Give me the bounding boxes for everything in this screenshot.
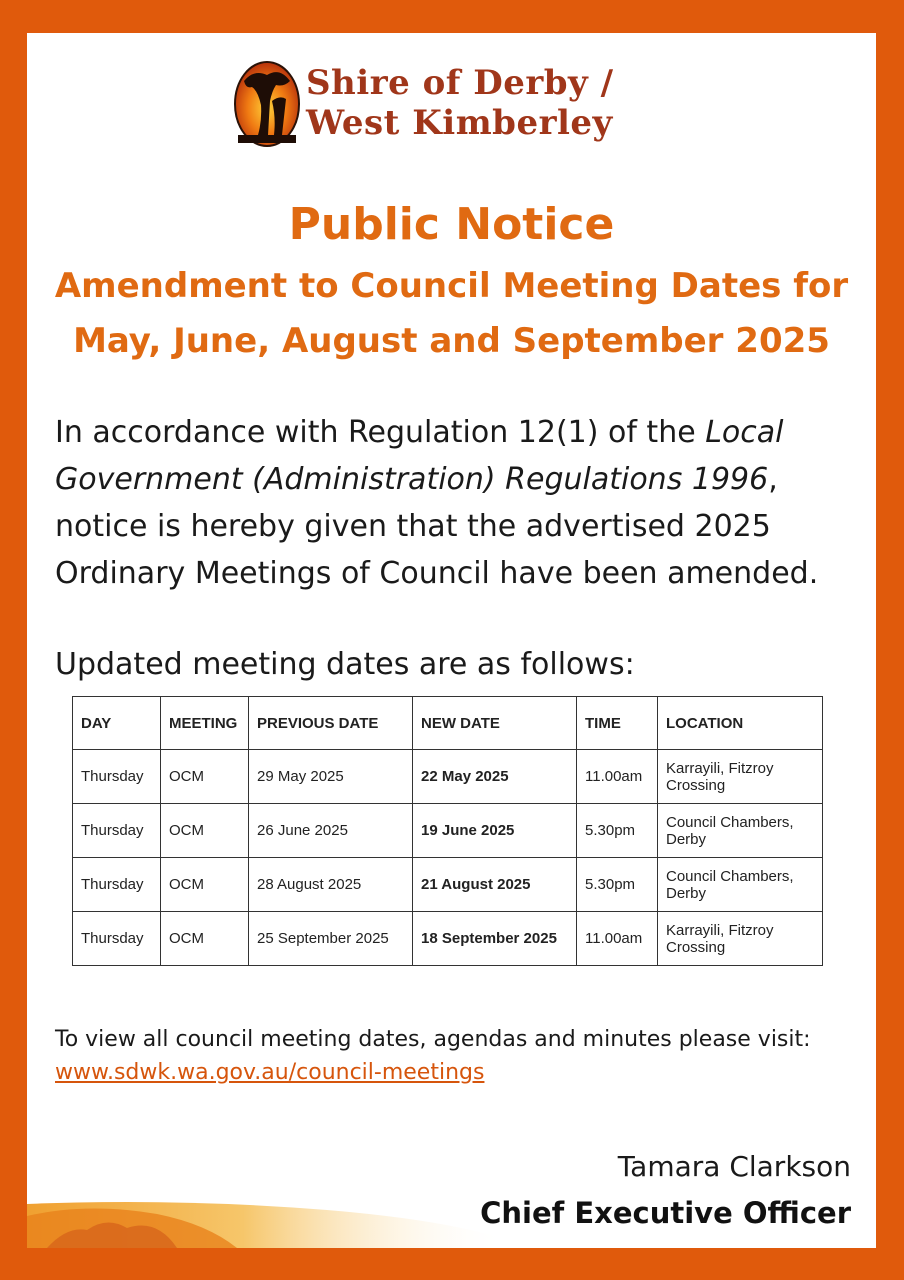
cell-previous-date: 29 May 2025 <box>249 750 413 804</box>
table-row <box>73 858 823 912</box>
cell-meeting: OCM <box>161 912 249 966</box>
header-location: LOCATION <box>658 697 823 750</box>
cell-time: 11.00am <box>577 912 658 966</box>
shire-name-line1: Shire of Derby / <box>306 63 614 103</box>
footer-landscape-art <box>27 1196 876 1248</box>
subtitle-line1: Amendment to Council Meeting Dates for <box>54 266 849 306</box>
header-meeting: MEETING <box>161 697 249 750</box>
cell-time: 11.00am <box>577 750 658 804</box>
page-title: Public Notice <box>288 199 615 250</box>
cell-previous-date: 28 August 2025 <box>249 858 413 912</box>
boab-tree-sunset-icon <box>234 61 300 147</box>
cell-meeting: OCM <box>161 804 249 858</box>
notice-page <box>27 33 876 1248</box>
cell-day: Thursday <box>73 858 161 912</box>
cell-new-date: 22 May 2025 <box>413 750 577 804</box>
notice-paragraph <box>55 409 855 597</box>
header-day: DAY <box>73 697 161 750</box>
intro-text-continued: , notice is hereby given that the advertised 2025 Ordinary Meetings of Council have been amended. <box>55 462 819 591</box>
cell-location: Karrayili, Fitzroy Crossing <box>658 912 823 966</box>
table-row <box>73 750 823 804</box>
council-meetings-link[interactable]: www.sdwk.wa.gov.au/council-meetings <box>55 1060 485 1085</box>
cell-day: Thursday <box>73 912 161 966</box>
cell-location: Karrayili, Fitzroy Crossing <box>658 750 823 804</box>
cell-new-date: 18 September 2025 <box>413 912 577 966</box>
shire-logo <box>234 61 654 151</box>
cell-day: Thursday <box>73 750 161 804</box>
cell-previous-date: 25 September 2025 <box>249 912 413 966</box>
visit-info <box>55 1023 855 1089</box>
cell-meeting: OCM <box>161 858 249 912</box>
shire-name <box>306 63 614 143</box>
cell-location: Council Chambers, Derby <box>658 858 823 912</box>
table-header-row <box>73 697 823 750</box>
table-row <box>73 912 823 966</box>
table-row <box>73 804 823 858</box>
shire-name-line2: West Kimberley <box>306 103 613 143</box>
cell-new-date: 19 June 2025 <box>413 804 577 858</box>
header-previous-date: PREVIOUS DATE <box>249 697 413 750</box>
header-time: TIME <box>577 697 658 750</box>
meeting-dates-table <box>72 696 823 966</box>
cell-meeting: OCM <box>161 750 249 804</box>
cell-time: 5.30pm <box>577 804 658 858</box>
cell-time: 5.30pm <box>577 858 658 912</box>
visit-text: To view all council meeting dates, agendas and minutes please visit: <box>55 1027 811 1052</box>
cell-location: Council Chambers, Derby <box>658 804 823 858</box>
signatory-name: Tamara Clarkson <box>617 1150 851 1183</box>
subtitle-line2: May, June, August and September 2025 <box>73 321 830 361</box>
signatory-role: Chief Executive Officer <box>480 1196 851 1230</box>
header-new-date: NEW DATE <box>413 697 577 750</box>
cell-previous-date: 26 June 2025 <box>249 804 413 858</box>
regulation-title: Local Government (Administration) Regulations 1996 <box>55 415 784 497</box>
cell-new-date: 21 August 2025 <box>413 858 577 912</box>
dates-intro: Updated meeting dates are as follows: <box>55 647 635 682</box>
cell-day: Thursday <box>73 804 161 858</box>
intro-text: In accordance with Regulation 12(1) of the <box>55 415 706 450</box>
